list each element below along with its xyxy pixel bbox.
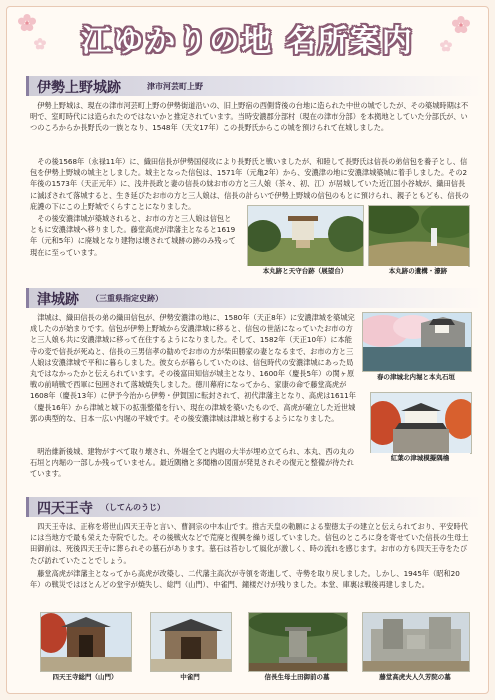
section-reading: （してんのうじ）: [101, 503, 165, 512]
photo-caption: 信長生母土田御前の墓: [244, 672, 350, 681]
section-location: 津市河芸町上野: [147, 82, 203, 91]
section-header-shitennoji: [26, 497, 483, 517]
paragraph: その後1568年（永禄11年）に、織田信長が伊勢国侵攻により長野氏と戦いましたが、和睦して長野氏は信長の弟信包を養子とし、信包を伊勢上野城の城主としました。城主となった信包は、1571年（元亀2年）から、安濃津の地に安濃津城築城に着手しました。その2年後の1573年（天正元年）に、浅井長政と妻の信長の妹お市の方と三人娘（茶々、初、江）が居城していた近江国小谷城が、織田信長に滅ぼされて落城すると、生き延びたお市の方と三人娘は、信長の計らいで伊勢上野城の信包のもとに預けられ、親子ともども、信長の庇護の下にこの上野城でくらすことになりました。: [30, 157, 469, 211]
photo-caption: 春の津城北内堀と本丸石垣: [362, 372, 470, 381]
photo-caption: 四天王寺総門（山門）: [40, 672, 130, 681]
paragraph: 藤堂高虎が津藩主となってから高虎が改築し、二代藩主高次が寺領を寄進して、寺勢を取り戻しました。しかし、1945年（昭和20年）の戦災ではほとんどの堂宇が焼失し、総門（山門）、中雀門、鐘楼だけが残りました。本堂、庫裏は戦後再建しました。: [30, 569, 460, 590]
section-title: 四天王寺: [37, 501, 93, 517]
paragraph: 四天王寺は、正称を塔世山四天王寺と言い、曹洞宗の中本山です。推古天皇の勅願による聖徳太子の建立と伝えられており、平安時代には当地方で最も栄えた寺院でした。その後戦火などで荒廃と復興を繰り返していました。信包のところに身を寄せていた信長の生母土田御前は、死後四天王寺に葬られその墓石があります。墓石は苔むして風化が激しく、時の流れを感じます。お市の方も四天王寺をたびたび訪れていたことでしょう。: [30, 522, 469, 565]
photo-honmaru-moat: [368, 205, 470, 267]
section-title: 伊勢上野城跡: [37, 80, 121, 96]
page-title: 江ゆかりの地 名所案内: [81, 24, 414, 59]
section-header-ise-ueno: [26, 76, 483, 96]
section-header-tsu-castle: [26, 288, 483, 308]
photo-caption: 紅葉の津城模擬隅櫓: [370, 453, 470, 462]
photo-honmaru-tenshudai: [247, 205, 364, 267]
paragraph: その後安濃津城が築城されると、お市の方と三人娘は信包とともに安濃津城へ移りました。藤堂高虎が津藩主となると1619年（元和5年）に廃城となり建物は壊されて城跡の跡のみ残って現在に至っています。: [30, 214, 236, 257]
section-designation: （三重県指定史跡）: [91, 294, 163, 303]
photo-soumon: [40, 612, 132, 672]
paragraph: 津城は、織田信長の弟の織田信包が、伊勢安濃津の地に、1580年（天正8年）に安濃津城を築城完成したのが始まりです。信包が伊勢上野城から安濃津城に移ると、信包の世話になっていたお市の方と三人娘も共に安濃津城に移って在住するようになりました。そして、1582年（天正10年）に本能寺の変で信長が死ぬと、信長の三男信孝の勧めでお市の方が柴田勝家の妻となるまで、お市の方と三人娘は安濃津城で平和に暮らしました。彼女らが暮らしていたのは、信包時代の安濃津城にあった局丸ではなかったかと伝えられています。その後富田知信が城主となり、1600年（慶長5年）の関ヶ原戦の前哨戦で西軍に包囲されて落城焼失しました。徳川幕府になってから、家康の命で藤堂高虎が1608年（慶長13年）に伊予今治から伊勢・伊賀国に転封されて、初代津藩主となり、高虎は1611年（慶長16年）から津城と城下の拡張整備を行い、現在の津城を築いたもので、高虎が確立した近世城郭の典型的な、日本一広い内堀の平城です。その後安濃津城は津城と称するようになりました。: [30, 313, 356, 423]
section-title: 津城跡: [37, 292, 79, 308]
photo-tsu-castle-autumn: [370, 392, 472, 454]
paragraph: 明治維新後城、建物がすべて取り壊され、外堀全てと内堀の大半が埋め立てられ、本丸、西の丸の石垣と内堀の一部しか残っていません。最近隅櫓と多聞櫓の図面が発見されその復元と整備が待たれています。: [30, 447, 355, 479]
photo-caption: 本丸跡の遺構・濠跡: [368, 266, 468, 275]
photo-caption: 本丸跡と天守台跡（展望台）: [243, 266, 367, 275]
photo-dota-gozen-grave: [248, 612, 348, 672]
photo-chujakumon: [150, 612, 232, 672]
photo-caption: 藤堂高虎夫人久芳院の墓: [362, 672, 468, 681]
paragraph: 伊勢上野城は、現在の津市河芸町上野の伊勢街道沿いの、旧上野宿の西側背後の台地に造られた中世の城でしたが、その築城時期は不明で、室町時代には造られたのではないかと推定されています。当時安濃郡分部村（現在の津市分部）を本拠地としていた分部氏が、いつのころからか長野氏の一族となり、1548年（天文17年）この長野氏からこの城を預けられて在城しました。: [30, 101, 469, 133]
photo-kyuhoin-grave: [362, 612, 470, 672]
photo-tsu-castle-spring: [362, 312, 472, 372]
photo-caption: 中雀門: [150, 672, 230, 681]
